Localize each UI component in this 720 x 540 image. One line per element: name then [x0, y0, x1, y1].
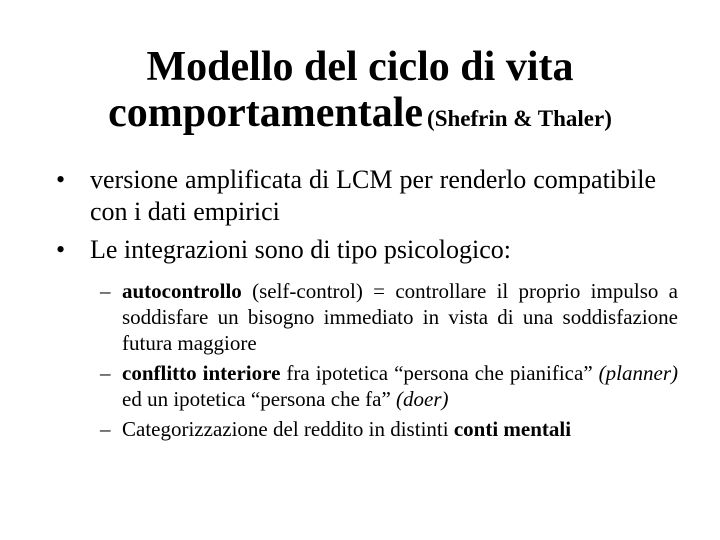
term-conti-mentali: conti mentali: [453, 417, 572, 441]
sub-bullet-marker: –: [100, 361, 111, 385]
title-authors: (Shefrin & Thaler): [427, 106, 612, 132]
slide-title: [0, 44, 720, 136]
term-autocontrollo: autocontrollo: [122, 279, 242, 303]
sub-bullet-marker: –: [100, 279, 111, 303]
bullet-marker: •: [56, 165, 66, 194]
sub-bullet-text: [122, 416, 678, 442]
title-line-2: comportamentale: [108, 90, 424, 137]
sub-bullet-list: [100, 278, 678, 442]
sub-bullet-lead: Categorizzazione del reddito in distinti: [122, 417, 454, 441]
slide-body: [56, 164, 678, 446]
sub-bullet-item: [100, 278, 678, 356]
bullet-marker: •: [56, 235, 66, 264]
sub-bullet-text: [122, 278, 678, 356]
sub-bullet-item: [100, 416, 678, 442]
sub-bullet-rest: (self-control) = controllare il proprio impulso a soddisfare un bisogno immediato in vista di una soddisfazione futura maggiore: [122, 279, 678, 355]
sub-bullet-part2: ed un ipotetica “persona che fa”: [122, 387, 397, 411]
bullet-item: [56, 164, 656, 228]
doer-term: (doer): [396, 387, 449, 411]
sub-bullet-text: [122, 360, 678, 412]
sub-bullet-part1: fra ipotetica “persona che pianifica”: [280, 361, 599, 385]
sub-bullet-marker: –: [100, 417, 111, 441]
term-conflitto-interiore: conflitto interiore: [122, 361, 281, 385]
bullet-text: Le integrazioni sono di tipo psicologico:: [90, 235, 511, 264]
bullet-text: versione amplificata di LCM per renderlo compatibile con i dati empirici: [90, 165, 656, 226]
bullet-item: [56, 234, 656, 266]
planner-term: (planner): [598, 361, 678, 385]
sub-bullet-item: [100, 360, 678, 412]
title-line-1: Modello del ciclo di vita: [146, 44, 574, 90]
